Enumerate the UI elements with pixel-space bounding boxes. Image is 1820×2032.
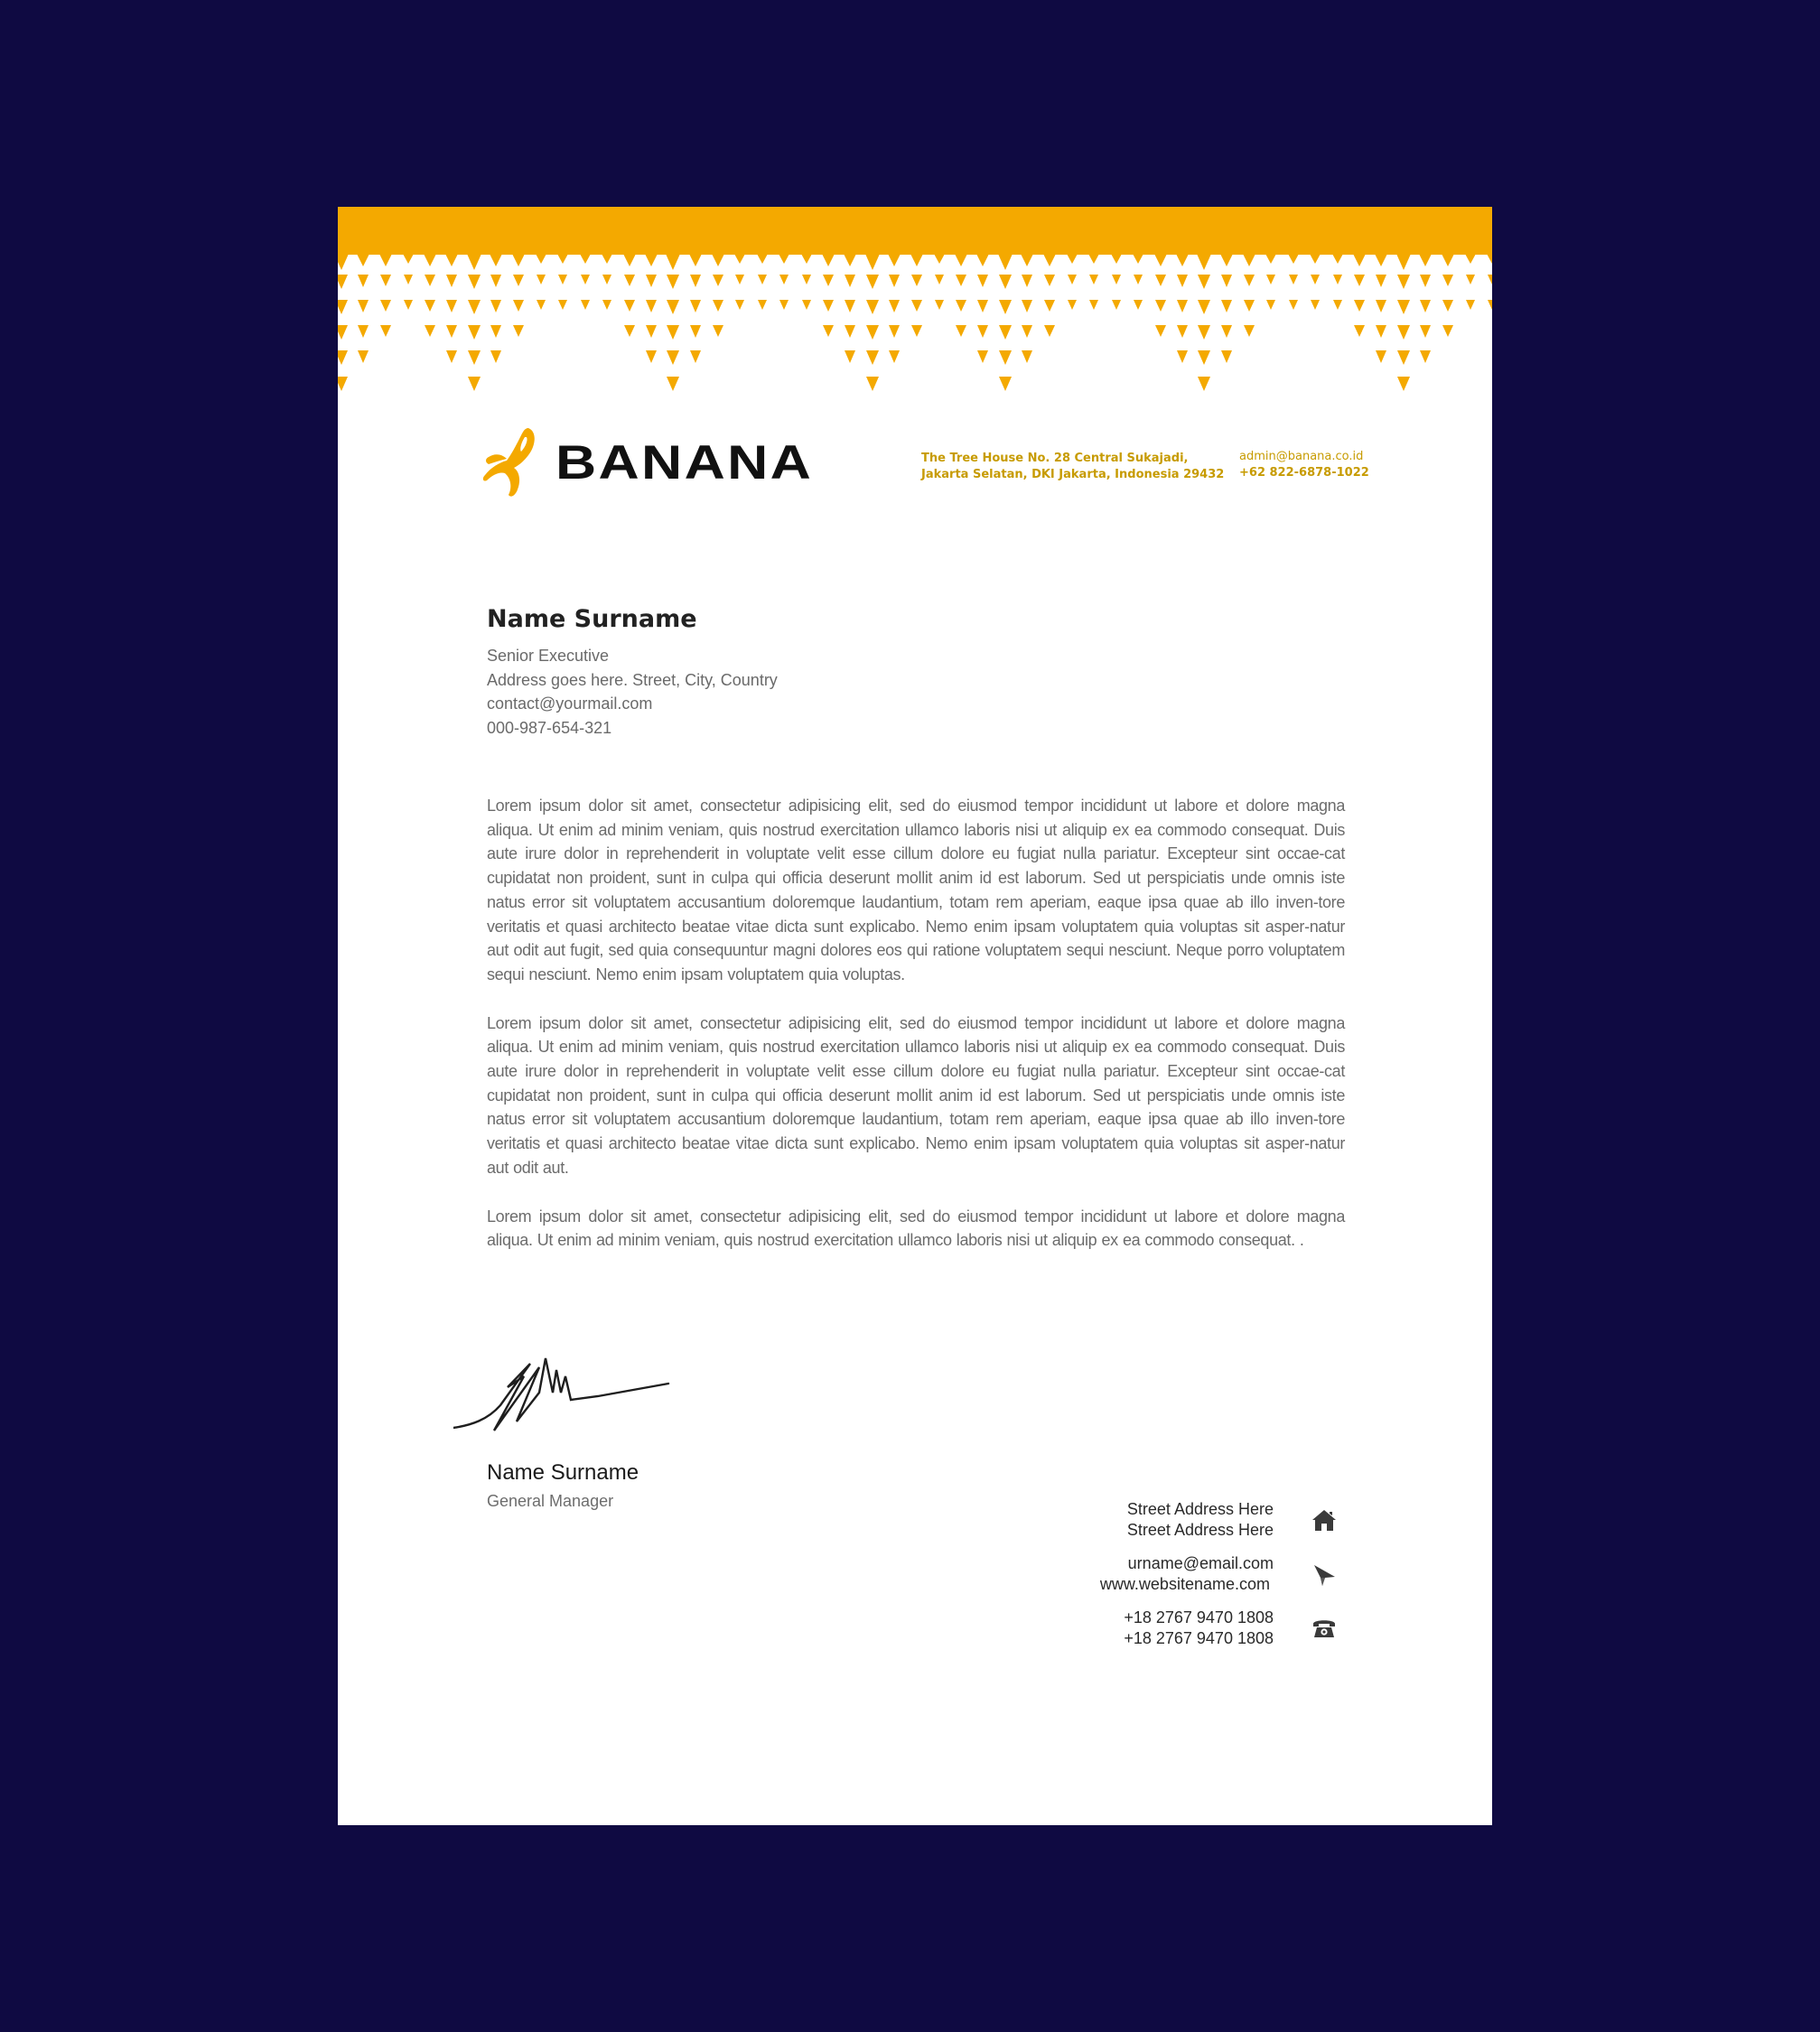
pattern-triangle <box>446 300 457 312</box>
pattern-triangle <box>581 300 590 310</box>
pattern-triangle <box>1067 254 1078 264</box>
pattern-triangle <box>557 254 568 264</box>
sender-address: Address goes here. Street, City, Country <box>487 670 778 689</box>
company-address-line-2: Jakarta Selatan, DKI Jakarta, Indonesia 29432 <box>921 468 1225 481</box>
company-address <box>921 451 1224 483</box>
pattern-triangle <box>581 275 590 284</box>
pattern-triangle <box>1288 254 1299 264</box>
body-paragraph: Lorem ipsum dolor sit amet, consectetur adipisicing elit, sed do eiusmod tempor incididunt ut labore et dolore magna aliqua. Ut enim ad minim veniam, quis nostrud exercitation ullamco laboris nisi ut aliquip ex ea commodo consequat. Duis aute irure dolor in reprehenderit in voluptate velit esse cillum dolore eu fugiat nulla pariatur. Excepteur sint occae-cat cupidatat non proident, sunt in culpa qui officia deserunt mollit anim id est laborum. Sed ut perspiciatis unde omnis iste natus error sit voluptatem accusantium doloremque laudantium, totam rem aperiam, eaque ipsa quae ab illo inven-tore veritatis et quasi architecto beatae vitae dicta sunt explicabo. Nemo enim ipsam voluptatem quia voluptas sit asper-natur aut odit aut. <box>487 1013 1345 1177</box>
pattern-triangle <box>1244 275 1255 286</box>
pattern-triangle <box>690 325 701 338</box>
pattern-triangle <box>667 300 679 314</box>
pattern-triangle <box>667 275 679 289</box>
pattern-triangle <box>338 325 348 340</box>
pattern-triangle <box>357 254 369 266</box>
pattern-triangle <box>823 275 834 286</box>
pattern-triangle <box>1311 300 1320 310</box>
pattern-triangle <box>935 300 944 310</box>
pattern-triangle <box>1376 275 1386 287</box>
pattern-triangle <box>338 350 348 365</box>
pattern-triangle <box>888 254 901 266</box>
paper-plane-icon <box>1311 1562 1337 1588</box>
pattern-triangle <box>1112 275 1121 284</box>
pattern-triangle <box>1465 254 1476 264</box>
footer-phone-line: +18 2767 9470 1808 <box>1124 1608 1274 1627</box>
pattern-triangle <box>646 275 657 287</box>
pattern-triangle <box>1221 275 1232 287</box>
pattern-triangle <box>624 300 635 312</box>
sender-phone: 000-987-654-321 <box>487 719 612 738</box>
pattern-triangle <box>403 254 414 264</box>
pattern-triangle <box>1466 300 1475 310</box>
pattern-triangle <box>1134 300 1143 310</box>
pattern-triangle <box>404 275 413 284</box>
pattern-triangle <box>690 300 701 312</box>
pattern-triangle <box>667 377 679 391</box>
pattern-triangle <box>977 325 988 338</box>
pattern-triangle <box>380 325 391 337</box>
pattern-triangle <box>1198 377 1210 391</box>
pattern-triangle <box>845 325 855 338</box>
pattern-triangle <box>1466 275 1475 284</box>
pattern-triangle <box>666 254 680 270</box>
pattern-triangle <box>1022 350 1032 363</box>
pattern-triangle <box>735 275 744 284</box>
pattern-triangle <box>866 325 879 340</box>
pattern-triangle <box>404 300 413 310</box>
pattern-triangle <box>1419 254 1432 266</box>
pattern-triangle <box>1397 325 1410 340</box>
pattern-triangle <box>468 300 481 314</box>
pattern-triangle <box>758 275 767 284</box>
pattern-triangle <box>977 350 988 363</box>
pattern-triangle <box>558 275 567 284</box>
pattern-triangle <box>999 275 1012 289</box>
pattern-triangle <box>823 300 834 312</box>
pattern-triangle <box>713 300 723 312</box>
pattern-triangle <box>1420 300 1431 312</box>
pattern-triangle <box>1354 325 1365 337</box>
pattern-triangle <box>1376 325 1386 338</box>
pattern-triangle <box>1177 300 1188 312</box>
pattern-triangle <box>490 325 501 338</box>
pattern-triangle <box>1221 350 1232 363</box>
pattern-triangle <box>1198 350 1210 365</box>
pattern-triangle <box>779 300 789 310</box>
pattern-triangle <box>537 300 546 310</box>
pattern-triangle <box>1311 275 1320 284</box>
pattern-triangle <box>866 300 879 314</box>
signature-image <box>453 1340 675 1435</box>
pattern-triangle <box>1022 300 1032 312</box>
pattern-triangle <box>976 254 989 266</box>
pattern-triangle <box>490 275 501 287</box>
pattern-triangle <box>490 300 501 312</box>
pattern-triangle <box>712 254 724 266</box>
pattern-triangle <box>338 377 348 391</box>
pattern-triangle <box>1354 275 1365 286</box>
pattern-triangle <box>1420 350 1431 363</box>
pattern-triangle <box>911 300 922 312</box>
pattern-triangle <box>1022 325 1032 338</box>
banana-icon <box>481 426 545 499</box>
pattern-triangle <box>1155 300 1166 312</box>
pattern-triangle <box>1487 254 1492 264</box>
pattern-triangle <box>358 275 369 287</box>
pattern-triangle <box>1289 300 1298 310</box>
pattern-triangle <box>1111 254 1122 264</box>
pattern-triangle <box>1088 254 1099 264</box>
pattern-triangle <box>1243 254 1255 266</box>
brand-logo <box>481 426 814 499</box>
pattern-triangle <box>379 254 392 266</box>
pattern-triangle <box>623 254 636 266</box>
pattern-triangle <box>779 275 789 284</box>
footer-phone-line: +18 2767 9470 1808 <box>1124 1628 1274 1647</box>
pattern-triangle <box>844 254 856 266</box>
pattern-triangle <box>358 325 369 338</box>
pattern-triangle <box>513 325 524 337</box>
pattern-triangle <box>1353 254 1366 266</box>
letter-body <box>487 794 1345 1277</box>
pattern-triangle <box>956 325 966 337</box>
pattern-triangle <box>889 275 900 287</box>
pattern-triangle <box>999 350 1012 365</box>
pattern-triangle <box>1133 254 1143 264</box>
pattern-triangle <box>1265 254 1276 264</box>
pattern-triangle <box>624 275 635 286</box>
pattern-triangle <box>935 275 944 284</box>
pattern-triangle <box>1488 300 1492 310</box>
company-contact <box>1239 449 1369 481</box>
pattern-triangle <box>1442 300 1453 312</box>
pattern-triangle <box>977 300 988 312</box>
signatory-title: General Manager <box>487 1492 614 1510</box>
pattern-triangle <box>468 350 481 365</box>
company-email[interactable]: admin@banana.co.id <box>1239 450 1364 463</box>
pattern-triangle <box>1420 275 1431 287</box>
pattern-triangle <box>1198 275 1210 289</box>
pattern-triangle <box>1154 254 1167 266</box>
pattern-triangle <box>1022 275 1032 287</box>
pattern-triangle <box>446 325 457 338</box>
footer-website[interactable]: www.websitename.com <box>1099 1574 1270 1593</box>
pattern-triangle <box>845 300 855 312</box>
pattern-triangle <box>558 300 567 310</box>
pattern-triangle <box>358 350 369 363</box>
pattern-triangle <box>1068 275 1077 284</box>
pattern-triangle <box>490 350 501 363</box>
pattern-triangle <box>1397 350 1410 365</box>
pattern-triangle <box>822 254 835 266</box>
footer-email[interactable]: urname@email.com <box>1127 1554 1274 1572</box>
pattern-triangle <box>1221 300 1232 312</box>
pattern-triangle <box>1155 325 1166 337</box>
pattern-triangle <box>1177 325 1188 338</box>
pattern-triangle <box>1397 377 1410 391</box>
pattern-triangle <box>1396 254 1411 270</box>
pattern-triangle <box>1266 275 1275 284</box>
pattern-triangle <box>1289 275 1298 284</box>
pattern-triangle <box>1068 300 1077 310</box>
pattern-triangle <box>956 275 966 286</box>
pattern-triangle <box>956 300 966 312</box>
pattern-triangle <box>1089 300 1098 310</box>
pattern-triangle <box>845 275 855 287</box>
pattern-triangle <box>823 325 834 337</box>
pattern-triangle <box>734 254 745 264</box>
pattern-triangle <box>513 300 524 312</box>
pattern-triangle <box>1375 254 1387 266</box>
company-phone: +62 822-6878-1022 <box>1239 466 1369 480</box>
sender-email[interactable]: contact@yourmail.com <box>487 694 653 713</box>
pattern-triangle <box>802 275 811 284</box>
pattern-triangle <box>1310 254 1321 264</box>
pattern-triangle <box>425 300 435 312</box>
pattern-triangle <box>424 254 436 266</box>
pattern-triangle <box>468 275 481 289</box>
pattern-triangle <box>1442 325 1453 337</box>
pattern-triangle <box>1176 254 1189 266</box>
pattern-triangle <box>998 254 1013 270</box>
sender-block <box>487 604 778 741</box>
pattern-triangle <box>1198 300 1210 314</box>
pattern-triangle <box>1333 275 1342 284</box>
pattern-triangle <box>889 300 900 312</box>
pattern-triangle <box>468 325 481 340</box>
pattern-triangle <box>999 325 1012 340</box>
pattern-triangle <box>889 325 900 338</box>
pattern-triangle <box>646 350 657 363</box>
pattern-triangle <box>999 377 1012 391</box>
pattern-triangle <box>446 275 457 287</box>
pattern-triangle <box>1134 275 1143 284</box>
pattern-triangle <box>445 254 458 266</box>
pattern-triangle <box>338 275 348 289</box>
pattern-triangle <box>380 275 391 286</box>
company-address-line-1: The Tree House No. 28 Central Sukajadi, <box>921 452 1189 465</box>
pattern-triangle <box>1221 325 1232 338</box>
pattern-triangle <box>338 254 349 270</box>
pattern-triangle <box>602 254 612 264</box>
pattern-triangle <box>425 325 435 337</box>
brand-name: BANANA <box>555 435 814 489</box>
pattern-triangle <box>1021 254 1033 266</box>
pattern-triangle <box>1397 300 1410 314</box>
pattern-triangle <box>468 377 481 391</box>
pattern-triangle <box>512 254 525 266</box>
sender-name: Name Surname <box>487 605 697 633</box>
pattern-triangle <box>1488 275 1492 284</box>
pattern-triangle <box>757 254 768 264</box>
telephone-icon <box>1311 1616 1337 1641</box>
pattern-triangle <box>1397 275 1410 289</box>
pattern-triangle <box>779 254 789 264</box>
pattern-triangle <box>667 350 679 365</box>
pattern-triangle <box>1266 300 1275 310</box>
pattern-triangle <box>358 300 369 312</box>
pattern-triangle <box>955 254 967 266</box>
pattern-triangle <box>1376 300 1386 312</box>
pattern-triangle <box>1333 300 1342 310</box>
pattern-triangle <box>513 275 524 286</box>
pattern-triangle <box>845 350 855 363</box>
pattern-triangle <box>1420 325 1431 338</box>
pattern-triangle <box>689 254 702 266</box>
triangle-pattern <box>338 207 1492 405</box>
sender-title: Senior Executive <box>487 647 610 665</box>
footer-address-line: Street Address Here <box>1126 1500 1274 1518</box>
pattern-triangle <box>1044 300 1055 312</box>
pattern-triangle <box>758 300 767 310</box>
pattern-triangle <box>977 275 988 287</box>
pattern-triangle <box>801 254 812 264</box>
pattern-triangle <box>865 254 880 270</box>
pattern-triangle <box>1044 275 1055 286</box>
pattern-triangle <box>1354 300 1365 312</box>
pattern-triangle <box>1198 325 1210 340</box>
pattern-triangle <box>602 300 611 310</box>
pattern-triangle <box>802 300 811 310</box>
pattern-triangle <box>1244 325 1255 337</box>
pattern-triangle <box>380 300 391 312</box>
pattern-triangle <box>866 350 879 365</box>
pattern-triangle <box>667 325 679 340</box>
pattern-triangle <box>646 325 657 338</box>
pattern-triangle <box>866 275 879 289</box>
pattern-triangle <box>713 275 723 286</box>
pattern-triangle <box>735 300 744 310</box>
pattern-triangle <box>1220 254 1233 266</box>
pattern-triangle <box>1155 275 1166 286</box>
pattern-triangle <box>646 300 657 312</box>
pattern-triangle <box>602 275 611 284</box>
pattern-triangle <box>1177 275 1188 287</box>
body-paragraph: Lorem ipsum dolor sit amet, consectetur adipisicing elit, sed do eiusmod tempor incididunt ut labore et dolore magna aliqua. Ut enim ad minim veniam, quis nostrud exercitation ullamco laboris nisi ut aliquip ex ea commodo consequat. Duis aute irure dolor in reprehenderit in voluptate velit esse cillum dolore eu fugiat nulla pariatur. Excepteur sint occae-cat cupidatat non proident, sunt in culpa qui officia deserunt mollit anim id est laborum. Sed ut perspiciatis unde omnis iste natus error sit voluptatem accusantium doloremque laudantium, totam rem aperiam, eaque ipsa quae ab illo inven-tore veritatis et quasi architecto beatae vitae dicta sunt explicabo. Nemo enim ipsam voluptatem quia voluptas sit asper-natur aut odit aut fugit, sed quia consequuntur magni dolores eos qui ratione voluptatem sequi nesciunt. Neque porro voluptatem sequi nesciunt. Nemo enim ipsam voluptatem quia voluptas. <box>487 797 1345 983</box>
pattern-triangle <box>1089 275 1098 284</box>
pattern-triangle <box>911 275 922 286</box>
pattern-triangle <box>910 254 923 266</box>
letterhead-page <box>338 207 1492 1825</box>
pattern-triangle <box>490 254 502 266</box>
pattern-triangle <box>580 254 591 264</box>
home-icon <box>1311 1507 1337 1533</box>
pattern-triangle <box>1442 254 1454 266</box>
pattern-triangle <box>537 275 546 284</box>
pattern-triangle <box>1177 350 1188 363</box>
pattern-triangle <box>911 325 922 337</box>
pattern-triangle <box>645 254 658 266</box>
pattern-triangle <box>934 254 945 264</box>
pattern-triangle <box>425 275 435 286</box>
pattern-triangle <box>1044 325 1055 337</box>
pattern-triangle <box>1376 350 1386 363</box>
pattern-triangle <box>338 300 348 314</box>
pattern-triangle <box>1112 300 1121 310</box>
pattern-triangle <box>1197 254 1211 270</box>
pattern-triangle <box>1043 254 1056 266</box>
pattern-triangle <box>889 350 900 363</box>
body-paragraph: Lorem ipsum dolor sit amet, consectetur adipisicing elit, sed do eiusmod tempor incididunt ut labore et dolore magna aliqua. Ut enim ad minim veniam, quis nostrud exercitation ullamco laboris nisi ut aliquip ex ea commodo consequat. . <box>487 1207 1345 1250</box>
pattern-triangle <box>690 275 701 287</box>
pattern-triangle <box>690 350 701 363</box>
footer-address-line: Street Address Here <box>1126 1520 1274 1539</box>
signatory-name: Name Surname <box>487 1460 639 1485</box>
pattern-triangle <box>1332 254 1343 264</box>
pattern-triangle <box>536 254 546 264</box>
pattern-triangle <box>446 350 457 363</box>
pattern-triangle <box>1442 275 1453 286</box>
pattern-triangle <box>624 325 635 337</box>
pattern-triangle <box>866 377 879 391</box>
pattern-triangle <box>1244 300 1255 312</box>
pattern-triangle <box>467 254 481 270</box>
pattern-triangle <box>999 300 1012 314</box>
pattern-triangle <box>713 325 723 337</box>
